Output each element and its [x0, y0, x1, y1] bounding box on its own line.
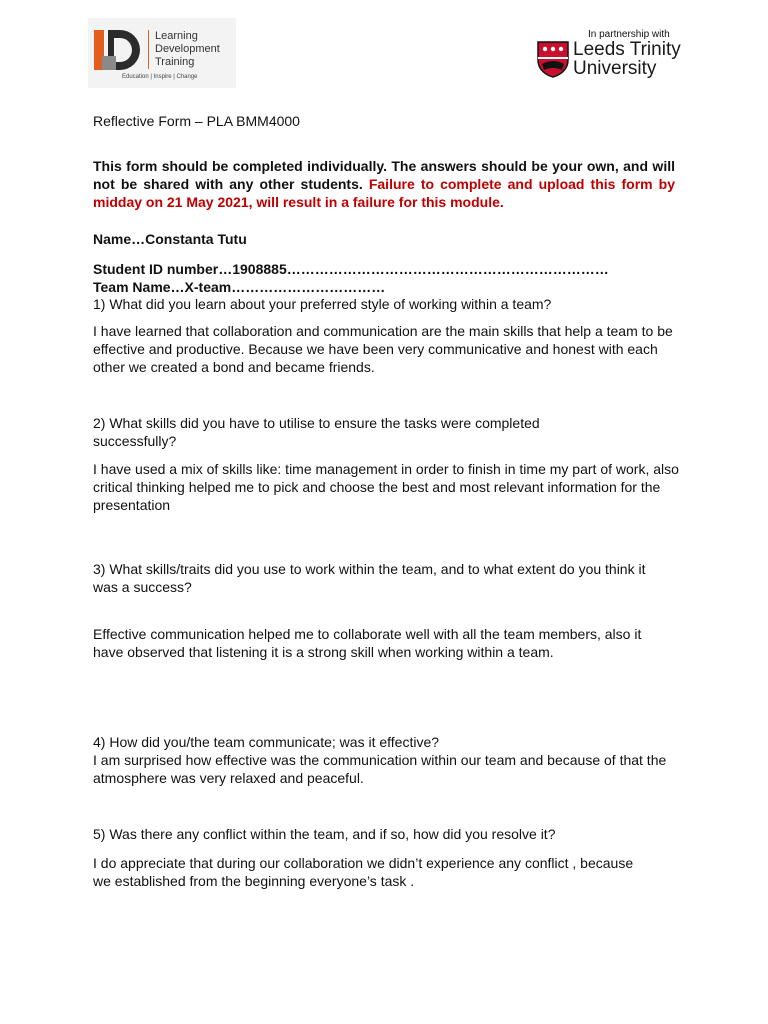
question-5: 5) Was there any conflict within the team, and if so, how did you resolve it?	[93, 826, 556, 842]
university-line-1: Leeds Trinity	[573, 39, 681, 60]
university-crest-icon	[536, 40, 570, 78]
answer-4: I am surprised how effective was the communication within our team and because of that the atmosphere was very relaxed and peaceful.	[93, 752, 667, 786]
question-3: 3) What skills/traits did you use to work within the team, and to what extent do you think it was a success?	[93, 561, 646, 595]
team-name: Team Name…X-team……………………………	[93, 279, 386, 295]
intro-instructions: This form should be completed individually. The answers should be your own, and will not be shared with any other students.	[93, 158, 675, 192]
ldt-line-learning: Learning	[155, 30, 198, 42]
ldt-line-training: Training	[155, 56, 195, 68]
answer-1: I have learned that collaboration and communication are the main skills that help a team to be effective and productive. Because we have been very communicative and honest with each other we created a bond and became friends.	[93, 323, 673, 375]
partner-text: In partnership with	[588, 29, 670, 40]
question-1: 1) What did you learn about your preferred style of working within a team?	[93, 296, 552, 312]
ldt-line-development: Development	[155, 43, 220, 55]
ldt-tagline: Education | Inspire | Change	[122, 74, 198, 80]
answer-5: I do appreciate that during our collaboration we didn’t experience any conflict , because we established from the beginning everyone’s task .	[93, 855, 634, 889]
ldt-logo-icon	[92, 26, 140, 74]
student-id: Student ID number…1908885……………………………………………………………	[93, 261, 609, 277]
question-2: 2) What skills did you have to utilise to ensure the tasks were completed successfully?	[93, 415, 540, 449]
form-intro	[93, 157, 675, 211]
student-name: Name…Constanta Tutu	[93, 231, 247, 247]
ldt-logo	[88, 18, 236, 88]
university-name	[573, 40, 681, 78]
answer-3: Effective communication helped me to collaborate well with all the team members, also it have observed that listening it is a strong skill when working within a team.	[93, 626, 642, 660]
ldt-logo-text	[148, 30, 220, 69]
question-4: 4) How did you/the team communicate; was it effective?	[93, 734, 440, 750]
intro-warning: Failure to complete and upload this form by midday on 21 May 2021, will result in a failure for this module.	[93, 176, 676, 210]
university-line-2: University	[573, 58, 657, 79]
answer-2: I have used a mix of skills like: time management in order to finish in time my part of work, also critical thinking helped me to pick and choose the best and most relevant information for the presentation	[93, 461, 679, 513]
form-title: Reflective Form – PLA BMM4000	[93, 113, 300, 129]
